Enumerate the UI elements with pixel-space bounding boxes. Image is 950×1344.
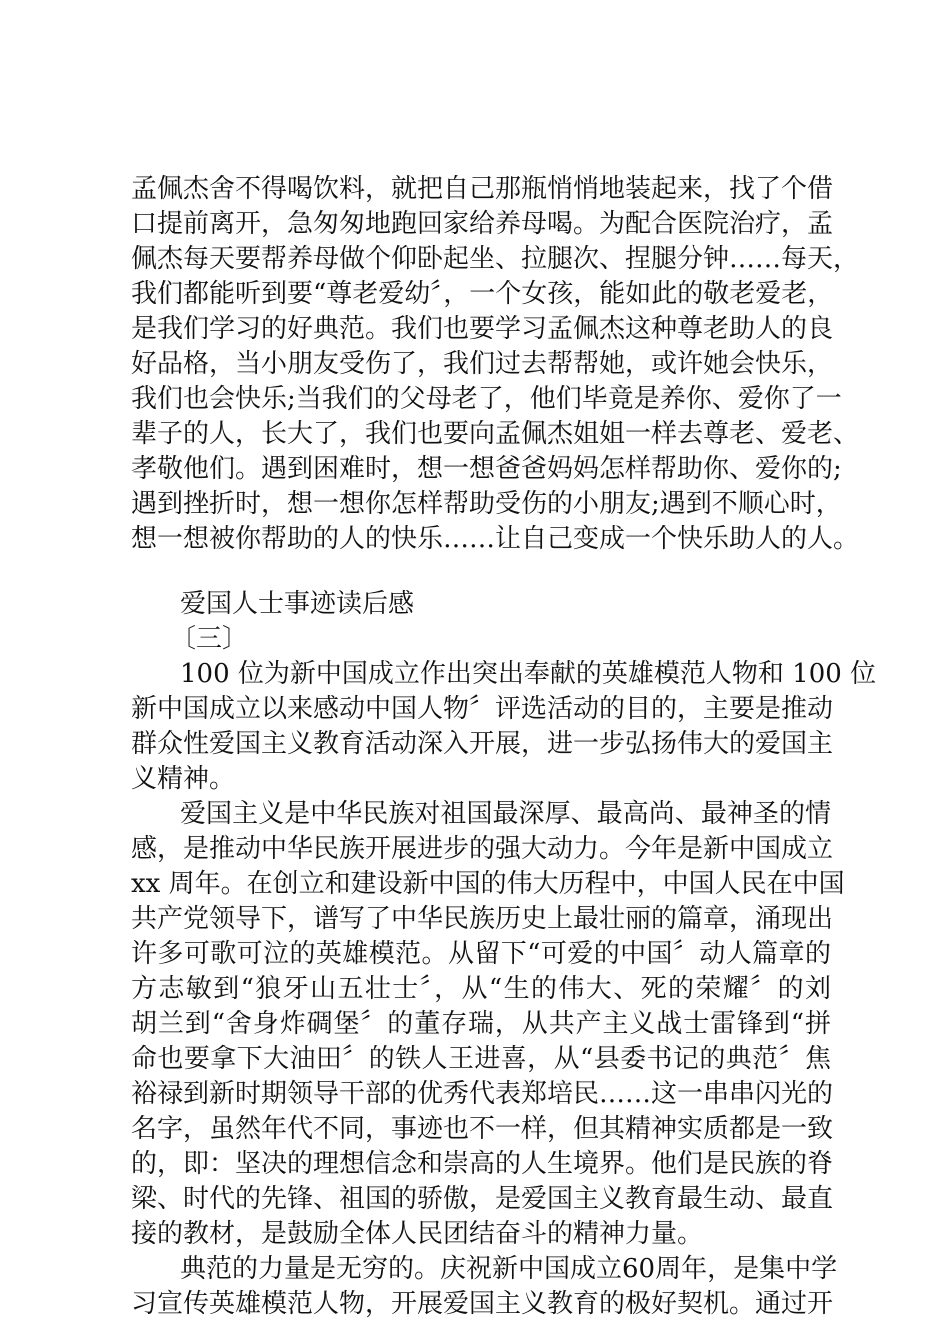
text-line: 遇到挫折时，想一想你怎样帮助受伤的小朋友;遇到不顺心时，	[131, 489, 842, 519]
text-line: 典范的力量是无穷的。庆祝新中国成立60周年，是集中学	[180, 1254, 838, 1284]
text-line: 方志敏到“狼牙山五壮士〞，从“生的伟大、死的荣耀〞的刘	[131, 974, 831, 1004]
text-line: 我们也会快乐;当我们的父母老了，他们毕竟是养你、爱你了一	[131, 384, 842, 414]
text-line: 好品格，当小朋友受伤了，我们过去帮帮她，或许她会快乐，	[131, 349, 834, 379]
text-line: 群众性爱国主义教育活动深入开展，进一步弘扬伟大的爱国主	[131, 729, 834, 759]
text-line: 感，是推动中华民族开展进步的强大动力。今年是新中国成立	[131, 834, 834, 864]
text-line: 口提前离开，急匆匆地跑回家给养母喝。为配合医院治疗，孟	[131, 209, 834, 239]
text-line: 名字，虽然年代不同，事迹也不一样，但其精神实质都是一致	[131, 1114, 834, 1144]
text-line: 100 位为新中国成立作出突出奉献的英雄模范人物和 100 位	[180, 659, 877, 689]
text-line: 爱国主义是中华民族对祖国最深厚、最高尚、最神圣的情	[180, 799, 831, 829]
text-line: 我们都能听到要“尊老爱幼〞，一个女孩，能如此的敬老爱老，	[131, 279, 834, 309]
text-line: 孝敬他们。遇到困难时，想一想爸爸妈妈怎样帮助你、爱你的;	[131, 454, 842, 484]
text-line: 想一想被你帮助的人的快乐……让自己变成一个快乐助人的人。	[131, 524, 860, 554]
text-line: xx 周年。在创立和建设新中国的伟大历程中，中国人民在中国	[131, 869, 845, 899]
text-line: 共产党领导下，谱写了中华民族历史上最壮丽的篇章，涌现出	[131, 904, 834, 934]
text-line: 接的教材，是鼓励全体人民团结奋斗的精神力量。	[131, 1219, 704, 1249]
text-line: 佩杰每天要帮养母做个仰卧起坐、拉腿次、捏腿分钟……每天，	[131, 244, 860, 274]
text-line: 孟佩杰舍不得喝饮料，就把自己那瓶悄悄地装起来，找了个借	[131, 174, 834, 204]
text-line: 的，即：坚决的理想信念和崇高的人生境界。他们是民族的脊	[131, 1149, 834, 1179]
text-line: 许多可歌可泣的英雄模范。从留下“可爱的中国〞动人篇章的	[131, 939, 831, 969]
section-number: 〔三〕	[170, 624, 249, 654]
text-line: 胡兰到“舍身炸碉堡〞的董存瑞，从共产主义战士雷锋到“拼	[131, 1009, 831, 1039]
text-line: 义精神。	[131, 764, 236, 794]
text-line: 新中国成立以来感动中国人物〞评选活动的目的，主要是推动	[131, 694, 834, 724]
text-line: 是我们学习的好典范。我们也要学习孟佩杰这种尊老助人的良	[131, 314, 834, 344]
text-line: 辈子的人，长大了，我们也要向孟佩杰姐姐一样去尊老、爱老、	[131, 419, 860, 449]
text-line: 命也要拿下大油田〞的铁人王进喜，从“县委书记的典范〞焦	[131, 1044, 831, 1074]
text-line: 习宣传英雄模范人物，开展爱国主义教育的极好契机。通过开	[131, 1289, 834, 1319]
section-title: 爱国人士事迹读后感	[180, 589, 415, 619]
text-line: 梁、时代的先锋、祖国的骄傲，是爱国主义教育最生动、最直	[131, 1184, 834, 1214]
text-line: 裕禄到新时期领导干部的优秀代表郑培民……这一串串闪光的	[131, 1079, 834, 1109]
